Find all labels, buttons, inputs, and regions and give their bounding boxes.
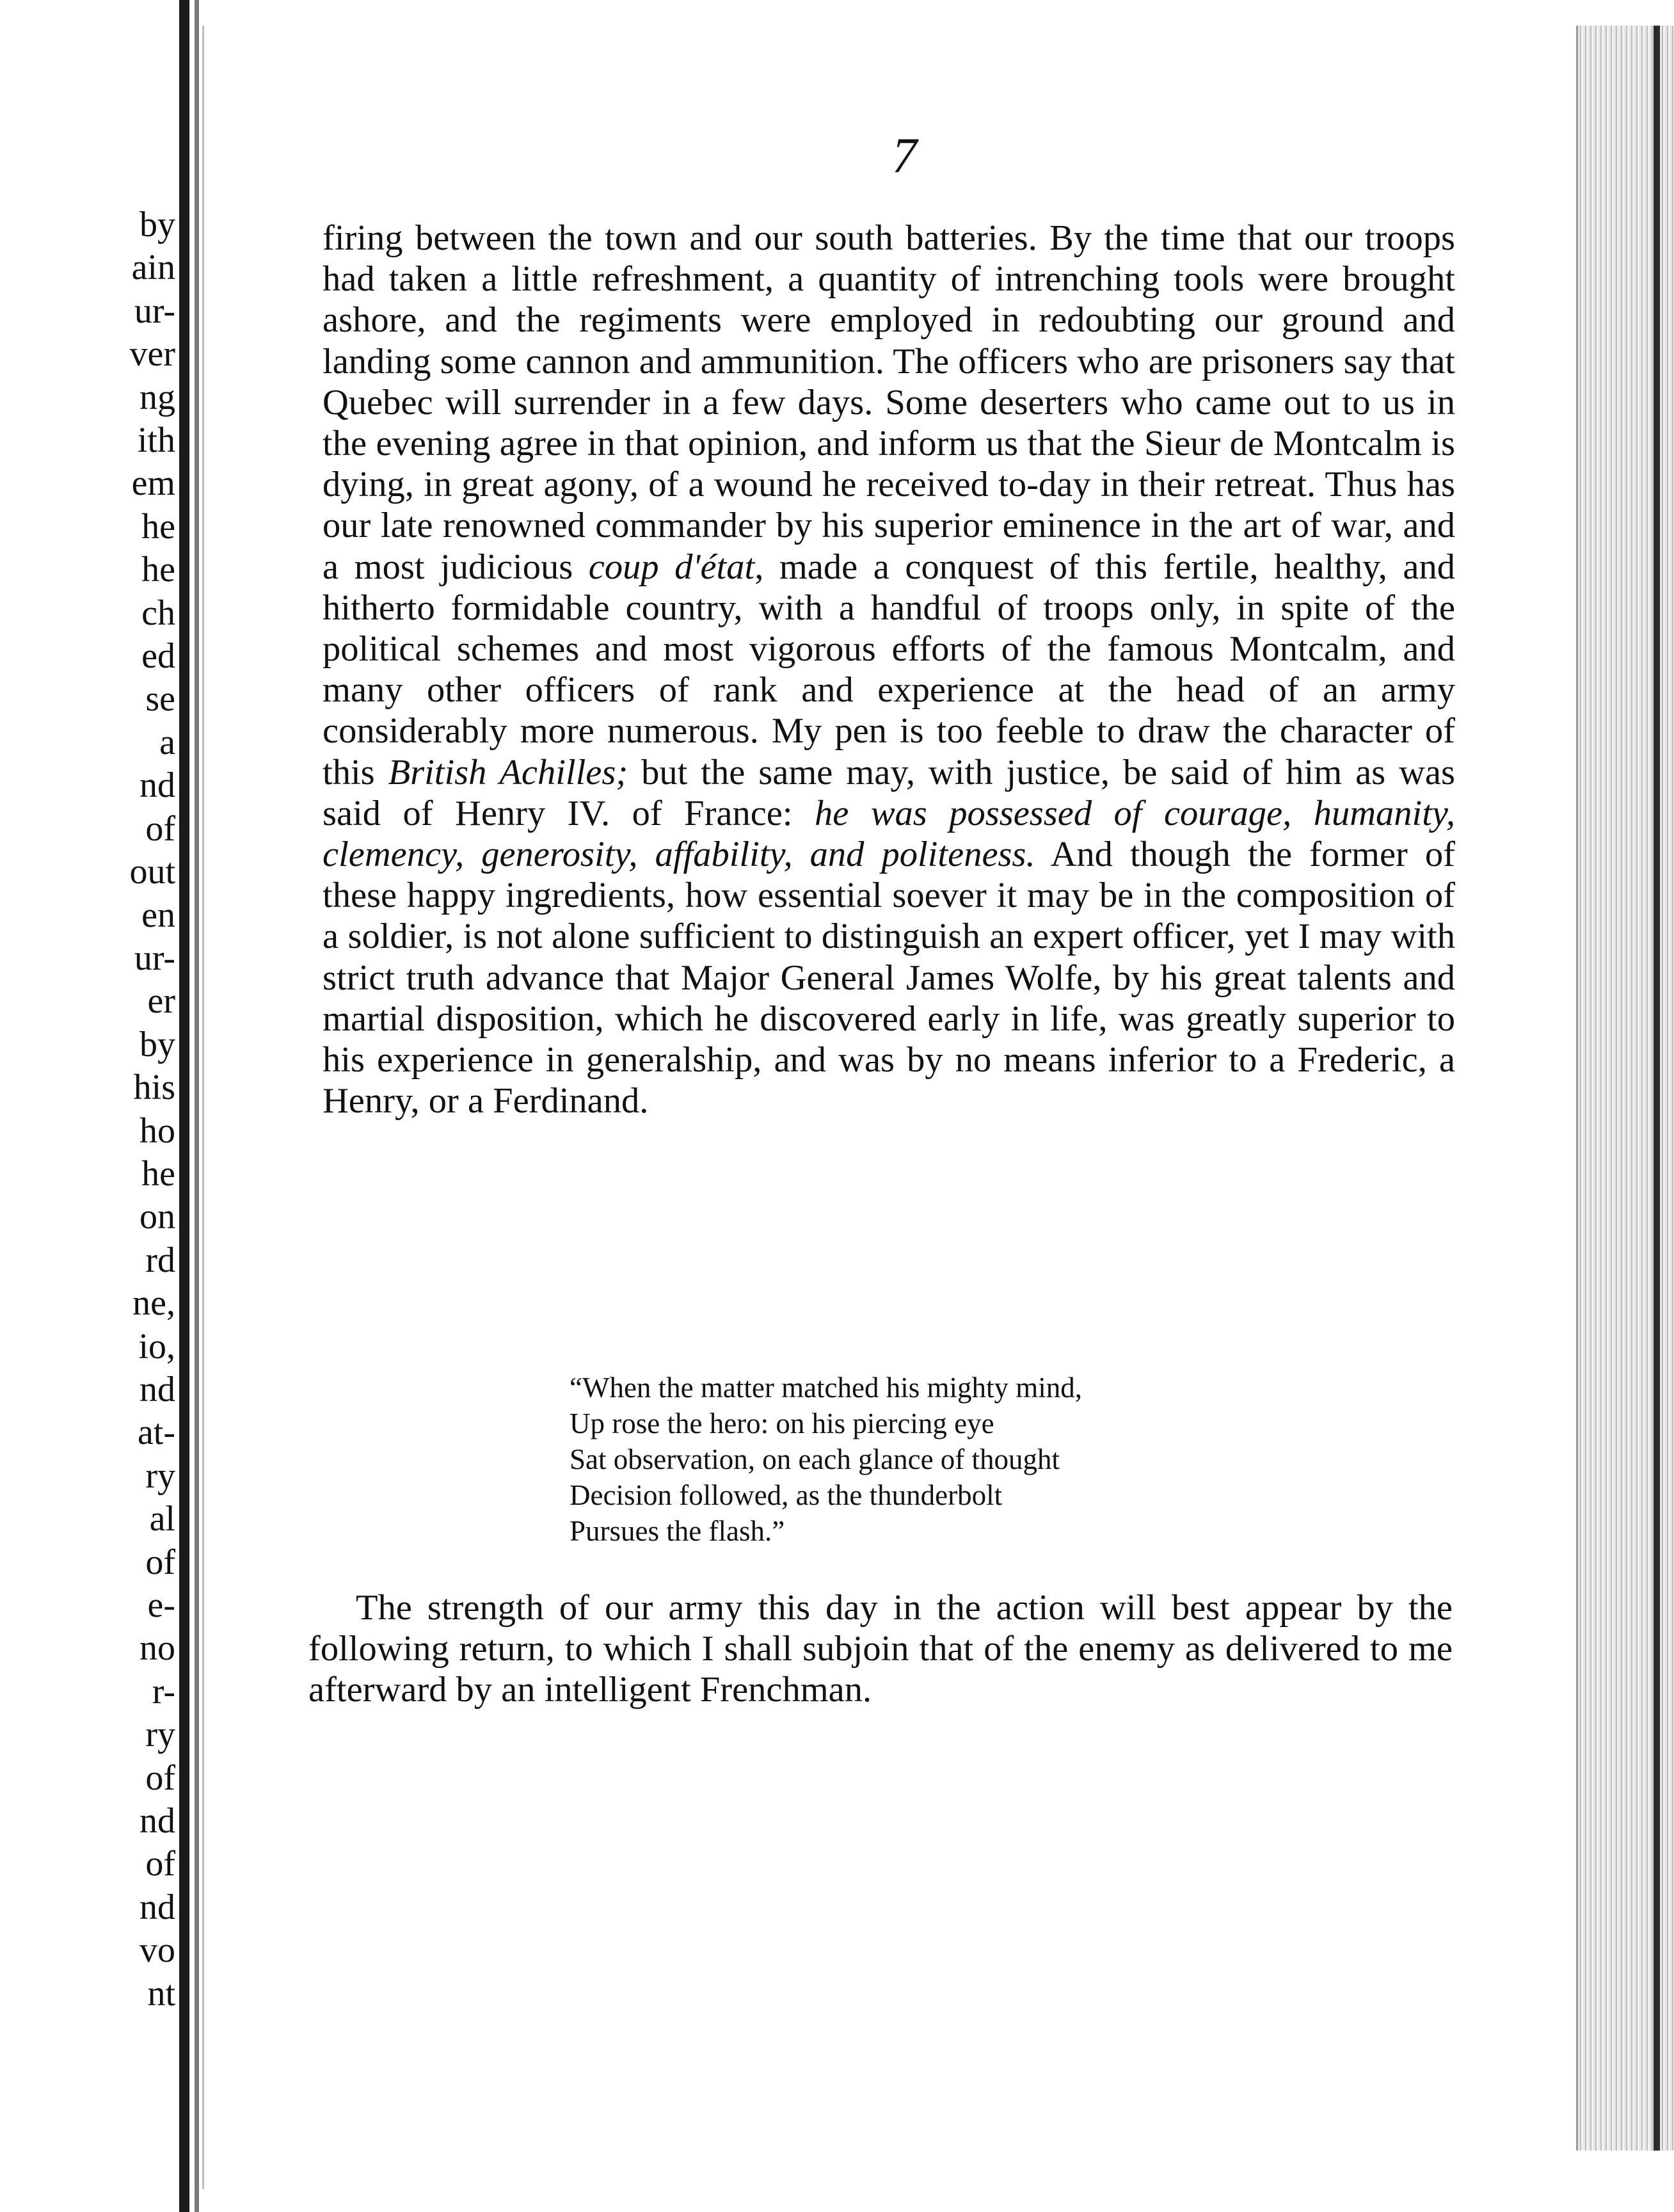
left-fragment: nd: [140, 1801, 175, 1841]
left-fragment: ver: [129, 334, 175, 374]
left-fragment: nt: [147, 1973, 175, 2014]
left-fragment: on: [140, 1197, 175, 1237]
gutter-shadow: [202, 26, 204, 2189]
left-fragment: ed: [141, 636, 175, 677]
left-fragment: nd: [140, 765, 175, 806]
italic-phrase: he was possessed of courage, humanity, clemency, generosity, affability, and politeness.: [323, 793, 1455, 875]
paragraph-1-text: , made a conquest of this fertile, healthy, and hitherto formidable country, with a handful of troops only, in spite of the political schemes and most vigorous efforts of the famous Montcalm, and many other officers of rank and experience at the head of an army considerably more numerous. My pen is too feeble to draw the character of this: [323, 547, 1455, 792]
left-fragment: of: [145, 808, 175, 849]
left-fragment: out: [129, 852, 175, 892]
left-fragment: by: [140, 1024, 175, 1064]
verse-line: Up rose the hero: on his piercing eye: [570, 1407, 994, 1439]
page-number: 7: [892, 127, 917, 183]
paragraph-1-text: firing between the town and our south batteries. By the time that our troops had taken a little refreshment, a quantity of intrenching tools were brought ashore, and the regiments were employed in redoubting our ground and landing some cannon and ammunition. The officers who are prisoners say that Quebec will surrender in a few days. Some deserters who came out to us in the evening agree in that opinion, and inform us that the Sieur de Montcalm is dying, in great agony, of a wound he received to-day in their retreat. Thus has our late renowned commander by his superior eminence in the art of war, and a most judicious: [323, 218, 1455, 587]
left-fragment: ith: [137, 421, 175, 461]
paragraph-1-text: And though the former of these happy ingredients, how essential soever it may be in the composition of a soldier, is not alone sufficient to distinguish an expert officer, yet I may with strict truth advance that Major General James Wolfe, by his great talents and martial disposition, which he discovered early in life, was greatly superior to his experience in generalship, and was by no means inferior to a Frederic, a Henry, or a Ferdinand.: [323, 835, 1455, 1121]
left-fragment: er: [147, 981, 175, 1022]
left-fragment: e-: [147, 1585, 175, 1625]
left-fragment: of: [145, 1844, 175, 1884]
paragraph-2-text: The strength of our army this day in the action will best appear by the following return, to which I shall subjoin that of the enemy as delivered to me afterward by an intelligent Frenchman.: [308, 1588, 1453, 1710]
left-fragment: ry: [145, 1715, 175, 1755]
left-fragment: ne,: [132, 1283, 175, 1324]
page-edges: [1576, 26, 1674, 2151]
verse-quotation: [570, 1370, 1273, 1549]
left-fragment: io,: [138, 1326, 175, 1366]
left-fragment: ry: [145, 1455, 175, 1496]
paragraph-1-text: but the same may, with justice, be said of him as was said of Henry IV. of France:: [323, 752, 1455, 833]
left-fragment: his: [133, 1068, 175, 1108]
left-fragment: ur-: [134, 291, 175, 331]
left-fragment: ur-: [134, 938, 175, 978]
page-edge-shadow: [1654, 26, 1660, 2151]
left-fragment: at-: [137, 1413, 175, 1453]
left-fragment: al: [149, 1499, 175, 1539]
left-fragment: he: [141, 550, 175, 590]
left-page-text-fragments: [129, 204, 175, 2016]
verse-line: Sat observation, on each glance of thought: [570, 1443, 1060, 1475]
left-fragment: a: [159, 722, 175, 762]
left-fragment: he: [141, 506, 175, 547]
italic-phrase: coup d'état: [588, 547, 755, 587]
left-fragment: em: [131, 463, 175, 504]
verse-line: “When the matter matched his mighty mind,: [570, 1372, 1083, 1404]
left-fragment: rd: [145, 1240, 175, 1280]
left-fragment: nd: [140, 1369, 175, 1409]
left-fragment: se: [145, 679, 175, 719]
left-fragment: vo: [140, 1930, 175, 1971]
verse-line: Decision followed, as the thunderbolt: [570, 1479, 1003, 1511]
left-fragment: nd: [140, 1887, 175, 1927]
left-fragment: by: [140, 205, 175, 244]
left-fragment: no: [140, 1628, 175, 1669]
verse-line: Pursues the flash.”: [570, 1515, 785, 1547]
left-facing-page: [0, 0, 187, 2212]
left-fragment: of: [145, 1542, 175, 1582]
left-fragment: ng: [140, 377, 175, 417]
left-fragment: en: [141, 895, 175, 935]
left-fragment: r-: [152, 1671, 175, 1711]
left-fragment: ho: [140, 1110, 175, 1151]
paragraph-1: [323, 218, 1455, 1121]
gutter-shadow: [195, 0, 199, 2212]
paragraph-2: [308, 1587, 1453, 1711]
book-page: [227, 0, 1578, 2212]
left-fragment: ch: [141, 593, 175, 633]
italic-phrase: British Achilles;: [388, 752, 628, 792]
left-fragment: of: [145, 1758, 175, 1798]
left-fragment: he: [141, 1153, 175, 1194]
left-fragment: ain: [131, 248, 175, 288]
